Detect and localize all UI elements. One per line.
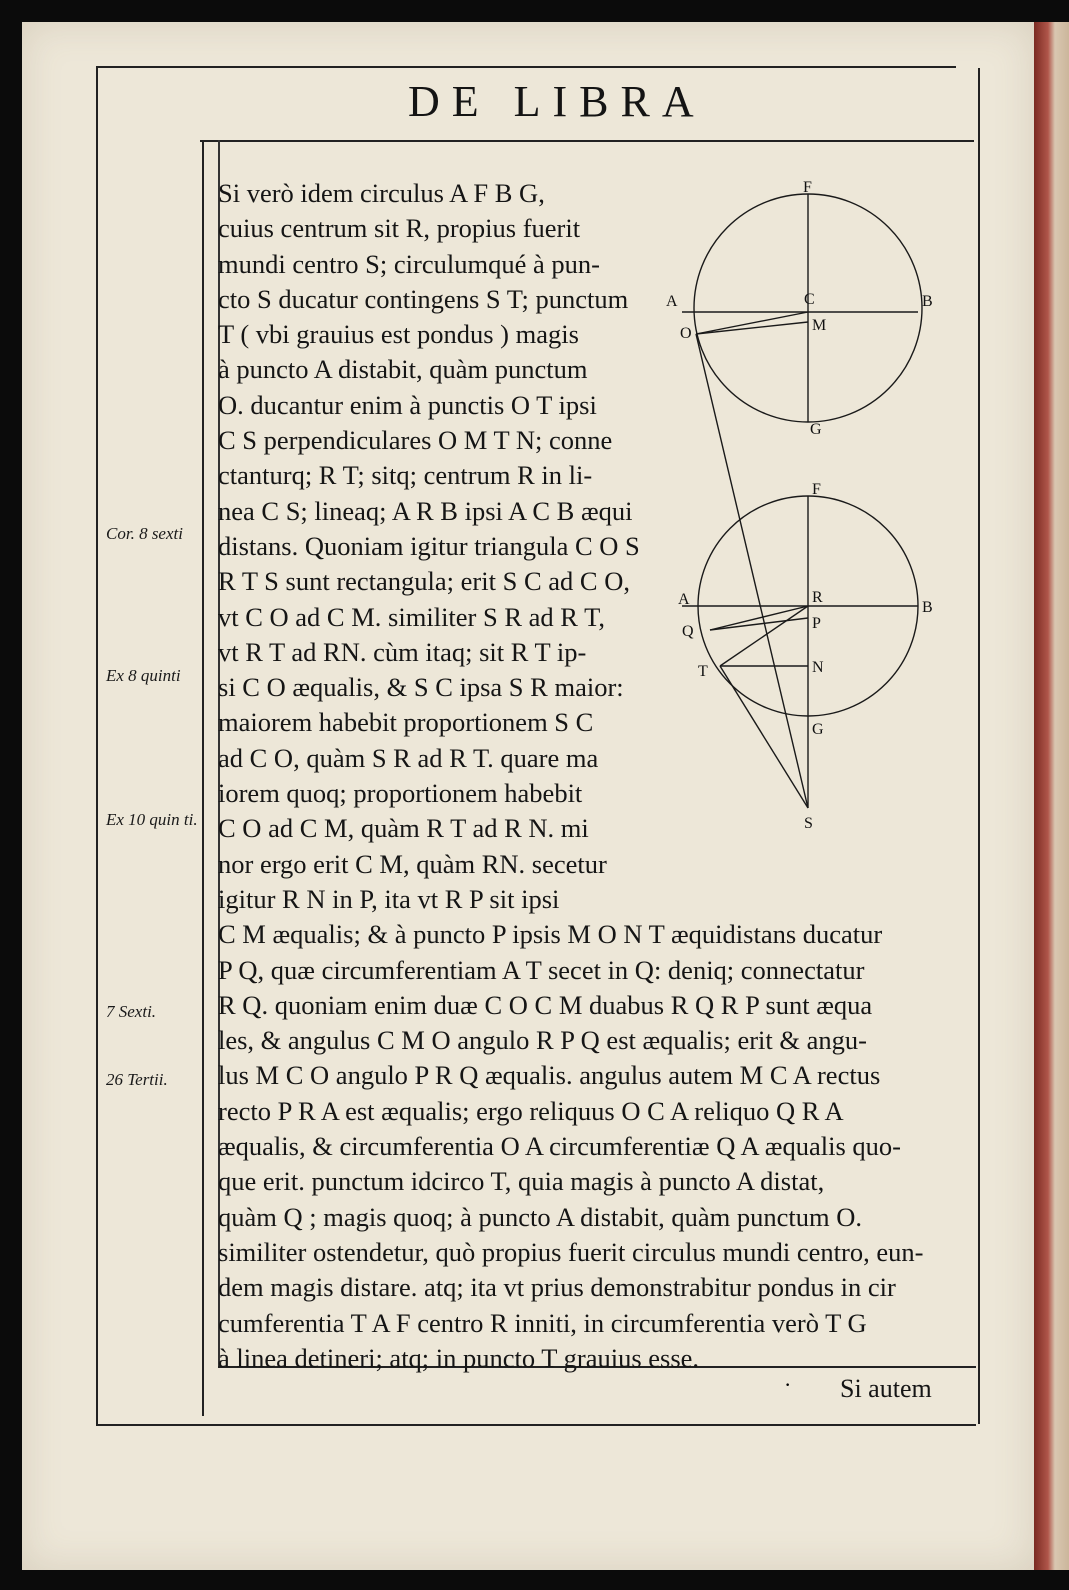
text-line: distans. Quoniam igitur triangula C O S: [218, 530, 640, 561]
text-line: les, & angulus C M O angulo R P Q est æqualis; erit & angu-: [218, 1025, 867, 1056]
tangent-os: [696, 334, 808, 808]
text-line: nea C S; lineaq; A R B ipsi A C B æqui: [218, 495, 633, 526]
text-line: cuius centrum sit R, propius fuerit: [218, 213, 581, 244]
text-line: nor ergo erit C M, quàm RN. secetur: [218, 848, 607, 879]
label-g-upper: G: [810, 421, 822, 438]
label-s: S: [804, 815, 813, 832]
margin-rule: [202, 140, 204, 1416]
label-p: P: [812, 615, 821, 632]
text-line: C M æqualis; & à puncto P ipsis M O N T æquidistans ducatur: [218, 919, 883, 950]
line-tr: [720, 606, 808, 666]
line-om: [696, 322, 808, 334]
catchword: Si autem: [840, 1374, 932, 1403]
tangent-ts: [720, 666, 808, 808]
label-o: O: [680, 325, 692, 342]
text-line: vt C O ad C M. similiter S R ad R T,: [218, 601, 605, 632]
text-line: vt R T ad RN. cùm itaq; sit R T ip-: [218, 636, 587, 667]
label-c: C: [804, 291, 815, 308]
text-line: C S perpendiculares O M T N; conne: [218, 425, 613, 456]
label-q: Q: [682, 623, 694, 640]
text-line: æqualis, & circumferentia O A circumferentiæ Q A æqualis quo-: [218, 1131, 901, 1162]
text-line: ad C O, quàm S R ad R T. quare ma: [218, 742, 599, 773]
label-g-lower: G: [812, 721, 824, 738]
label-a-upper: A: [666, 293, 678, 310]
label-n: N: [812, 659, 824, 676]
text-line: igitur R N in P, ita vt R P sit ipsi: [218, 883, 560, 914]
diagram-labels: [666, 179, 933, 832]
label-t: T: [698, 663, 708, 680]
text-line: à puncto A distabit, quàm punctum: [218, 354, 588, 385]
text-line: similiter ostendetur, quò propius fuerit circulus mundi centro, eun-: [218, 1236, 924, 1267]
frame-bottom-rule: [96, 1424, 976, 1426]
text-line: R Q. quoniam enim duæ C O C M duabus R Q R P sunt æqua: [218, 989, 873, 1020]
title-rule: [200, 140, 974, 142]
line-qp: [710, 618, 808, 630]
text-line: P Q, quæ circumferentiam A T secet in Q: deniq; connectatur: [218, 954, 865, 985]
line-qr: [710, 606, 808, 630]
page-title: DE LIBRA: [408, 77, 706, 126]
text-line: ctanturq; R T; sitq; centrum R in li-: [218, 460, 593, 491]
margin-note: Cor. 8 sexti: [106, 524, 183, 543]
geometry-diagram: [660, 178, 960, 848]
text-line: O. ducantur enim à punctis O T ipsi: [218, 389, 597, 420]
margin-note: Ex 8 quinti: [106, 666, 181, 685]
margin-note: 26 Tertii.: [106, 1070, 168, 1089]
text-line: dem magis distare. atq; ita vt prius demonstrabitur pondus in cir: [218, 1272, 896, 1303]
label-a-lower: A: [678, 591, 690, 608]
text-line: que erit. punctum idcirco T, quia magis à puncto A distat,: [218, 1166, 825, 1197]
text-line: à linea detineri; atq; in puncto T grauius esse.: [218, 1342, 700, 1373]
text-line: iorem quoq; proportionem habebit: [218, 778, 583, 809]
catchword-dot: ·: [784, 1372, 792, 1397]
text-line: Si verò idem circulus A F B G,: [218, 178, 545, 208]
text-line: R T S sunt rectangula; erit S C ad C O,: [218, 566, 630, 597]
line-oc: [696, 312, 808, 334]
text-line: recto P R A est æqualis; ergo reliquus O C A reliquo Q R A: [218, 1095, 844, 1126]
label-f-lower: F: [812, 481, 821, 498]
text-line: C O ad C M, quàm R T ad R N. mi: [218, 813, 589, 844]
label-b-lower: B: [922, 599, 933, 616]
text-line: cumferentia T A F centro R inniti, in circumferentia verò T G: [218, 1307, 867, 1338]
text-line: si C O æqualis, & S C ipsa S R maior:: [218, 672, 624, 703]
margin-note: Ex 10 quin ti.: [106, 810, 198, 829]
text-line: cto S ducatur contingens S T; punctum: [218, 283, 629, 314]
label-m: M: [812, 317, 827, 334]
margin-note: 7 Sexti.: [106, 1002, 157, 1021]
text-line: quàm Q ; magis quoq; à puncto A distabit, quàm punctum O.: [218, 1201, 863, 1232]
text-line: T ( vbi grauius est pondus ) magis: [218, 319, 579, 350]
book-edge: [1034, 22, 1069, 1570]
text-line: maiorem habebit proportionem S C: [218, 707, 594, 738]
label-b-upper: B: [922, 293, 933, 310]
text-line: mundi centro S; circulumqué à pun-: [218, 248, 600, 279]
text-line: lus M C O angulo P R Q æqualis. angulus autem M C A rectus: [218, 1060, 881, 1091]
label-f-upper: F: [803, 179, 812, 196]
label-r: R: [812, 589, 823, 606]
